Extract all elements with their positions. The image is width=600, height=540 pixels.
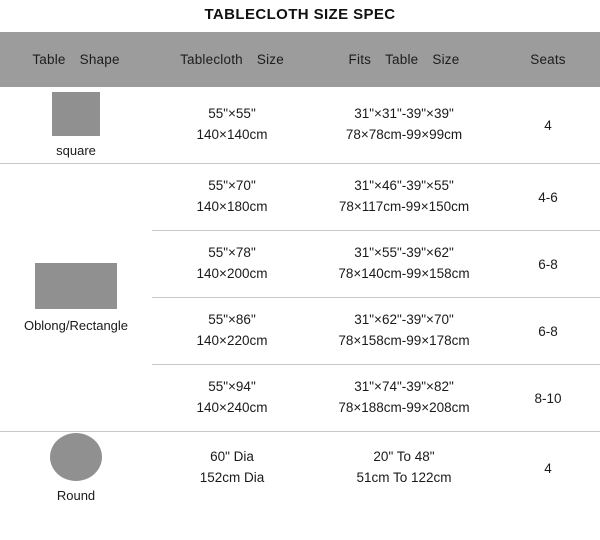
header-tablecloth-size (152, 32, 312, 87)
cloth-size-cm: 140×180cm (196, 199, 268, 214)
cloth-size-oblong-2 (152, 231, 312, 298)
shape-label-oblong: Oblong/Rectangle (23, 317, 129, 333)
fits-size-in: 20" To 48" (373, 449, 435, 465)
cloth-size-in: 55"×86" (208, 312, 256, 328)
cloth-size-cm: 140×200cm (196, 266, 268, 281)
page-title: TABLECLOTH SIZE SPEC (204, 6, 396, 23)
fits-size-oblong-2 (312, 231, 496, 298)
fits-size-oblong-4 (312, 365, 496, 432)
header-word-table2: Table (385, 52, 419, 67)
fits-size-in: 31"×62"-39"×70" (354, 312, 454, 328)
cloth-size-in: 55"×55" (208, 106, 256, 122)
fits-size-cm: 78×140cm-99×158cm (338, 266, 470, 281)
fits-size-in: 31"×55"-39"×62" (354, 245, 454, 261)
header-word-size: Size (256, 52, 284, 67)
cloth-size-oblong-1 (152, 164, 312, 231)
header-word-shape: Shape (79, 52, 120, 67)
cloth-size-cm: 140×240cm (196, 400, 268, 415)
seats-oblong-2: 6-8 (496, 231, 600, 298)
cloth-size-cm: 140×140cm (196, 127, 268, 142)
table-row (0, 164, 600, 231)
shape-cell-oblong (0, 164, 152, 432)
fits-size-cm: 78×78cm-99×99cm (345, 127, 463, 142)
fits-size-cm: 78×158cm-99×178cm (338, 333, 470, 348)
header-table-shape (0, 32, 152, 87)
cloth-size-square (152, 87, 312, 164)
seats-oblong-1: 4-6 (496, 164, 600, 231)
square-shape-icon (52, 92, 100, 136)
shape-label-square: square (56, 143, 96, 158)
cloth-size-oblong-3 (152, 298, 312, 365)
cloth-size-in: 60" Dia (210, 449, 254, 465)
circle-shape-icon (50, 433, 102, 481)
fits-size-in: 31"×46"-39"×55" (354, 178, 454, 194)
table-row (0, 87, 600, 164)
header-word-table: Table (32, 52, 66, 67)
seats-oblong-4: 8-10 (534, 390, 562, 406)
header-word-fits: Fits (348, 52, 372, 67)
fits-size-oblong-3 (312, 298, 496, 365)
fits-size-round (312, 432, 496, 505)
fits-size-in: 31"×31"-39"×39" (354, 106, 454, 122)
header-word-size2: Size (432, 52, 460, 67)
fits-size-oblong-1 (312, 164, 496, 231)
table-row (0, 432, 600, 505)
seats-round: 4 (544, 460, 552, 476)
header-fits-table-size (312, 32, 496, 87)
shape-label-round: Round (56, 488, 96, 503)
size-spec-table (0, 32, 600, 504)
cloth-size-in: 55"×78" (208, 245, 256, 261)
fits-size-cm: 51cm To 122cm (356, 470, 452, 485)
seats-square: 4 (544, 117, 552, 133)
shape-cell-round (0, 432, 152, 505)
table-header-row (0, 32, 600, 87)
fits-size-cm: 78×117cm-99×150cm (338, 199, 470, 214)
header-seats (496, 32, 600, 87)
header-word-seats: Seats (530, 52, 566, 67)
fits-size-cm: 78×188cm-99×208cm (338, 400, 470, 415)
header-word-tablecloth: Tablecloth (180, 52, 243, 67)
fits-size-square (312, 87, 496, 164)
rectangle-shape-icon (35, 263, 117, 309)
cloth-size-cm: 152cm Dia (199, 470, 265, 485)
cloth-size-round (152, 432, 312, 505)
fits-size-in: 31"×74"-39"×82" (354, 379, 454, 395)
shape-cell-square (0, 87, 152, 164)
cloth-size-oblong-4 (152, 365, 312, 432)
cloth-size-in: 55"×70" (208, 178, 256, 194)
seats-oblong-3: 6-8 (496, 298, 600, 365)
cloth-size-in: 55"×94" (208, 379, 256, 395)
cloth-size-cm: 140×220cm (196, 333, 268, 348)
